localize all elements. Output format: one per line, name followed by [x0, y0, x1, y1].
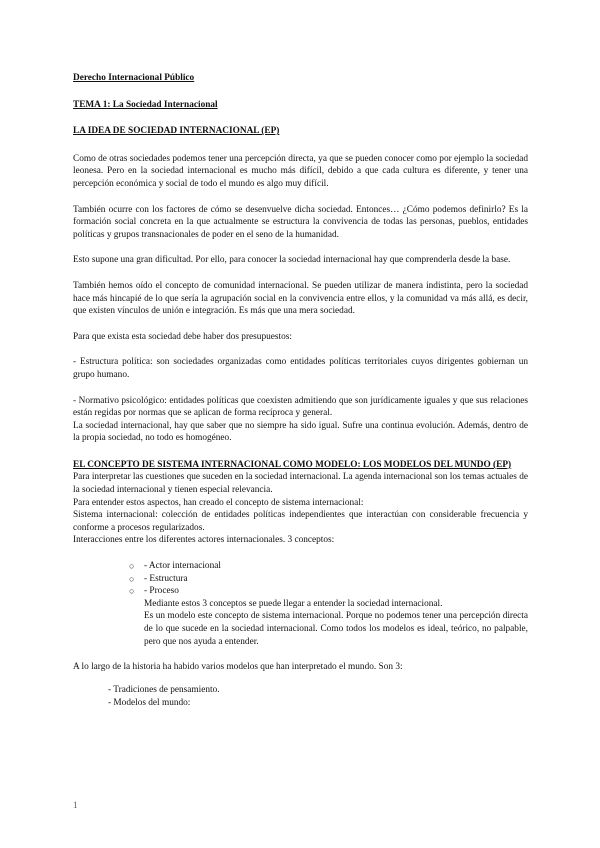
list-item: ○ - Estructura	[129, 573, 188, 584]
tema-heading: TEMA 1: La Sociedad Internacional	[73, 99, 218, 110]
paragraph: La sociedad internacional, hay que saber que no siempre ha sido igual. Sufre una continua evolución. Además, dentro de la propia sociedad, no todo es homogéneo.	[73, 420, 528, 444]
page-number: 1	[73, 800, 78, 810]
section-heading-sistema: EL CONCEPTO DE SISTEMA INTERNACIONAL COMO MODELO: LOS MODELOS DEL MUNDO (EP)	[73, 459, 512, 470]
circle-bullet-icon: ○	[129, 586, 135, 597]
paragraph: Para interpretar las cuestiones que suceden en la sociedad internacional. La agenda internacional son los temas actuales de la sociedad internacional y tienen especial relevancia.	[73, 472, 528, 496]
circle-bullet-icon: ○	[129, 573, 135, 584]
list-item: ○ - Actor internacional	[129, 561, 221, 572]
paragraph: Para entender estos aspectos, han creado el concepto de sistema internacional:	[73, 497, 364, 508]
concepts-list	[73, 560, 528, 598]
paragraph: También ocurre con los factores de cómo se desenvuelve dicha sociedad. Entonces… ¿Cómo podemos definirlo? Es la formación social concreta en la que actualmente se estructura la convivencia de todas las personas, pueblos, entidades políticas y grupos transnacionales de poder en el seno de la humanidad.	[73, 204, 528, 240]
document-title: Derecho Internacional Público	[73, 73, 195, 83]
section-heading-sociedad: LA IDEA DE SOCIEDAD INTERNACIONAL (EP)	[73, 126, 280, 137]
paragraph: Sistema internacional: colección de entidades políticas independientes que interactúan con considerable frecuencia y conforme a procesos regularizados.	[73, 510, 528, 533]
paragraph: Para que exista esta sociedad debe haber dos presupuestos:	[73, 331, 292, 342]
models-list	[73, 684, 528, 710]
paragraph: Interacciones entre los diferentes actores internacionales. 3 conceptos:	[73, 535, 335, 546]
concepts-note: Mediante estos 3 conceptos se puede llegar a entender la sociedad internacional.	[144, 598, 443, 609]
paragraph: Esto supone una gran dificultad. Por ello, para conocer la sociedad internacional hay que comprenderla desde la base.	[73, 255, 511, 266]
document-body	[73, 72, 528, 710]
presupuesto-item: - Normativo psicológico: entidades políticas que coexisten admitiendo que son jurídicamente iguales y que sus relaciones están regidas por normas que se aplican de forma recíproca y general.	[73, 395, 528, 419]
paragraph: Como de otras sociedades podemos tener una percepción directa, ya que se pueden conocer como por ejemplo la sociedad leonesa. Pero en la sociedad internacional es mucho más difícil, debido a que cada cultura es diferente, y tener una percepción económica y social de todo el mundo es algo muy difícil.	[73, 153, 528, 189]
circle-bullet-icon: ○	[129, 561, 135, 572]
list-item: - Tradiciones de pensamiento.	[108, 684, 220, 695]
concepts-note: Es un modelo este concepto de sistema internacional. Porque no podemos tener una percepción directa de lo que sucede en la sociedad internacional. Como todos los modelos es ideal, teórico, no palpable, pero que nos ayuda a entender.	[144, 611, 528, 647]
paragraph: A lo largo de la historia ha habido varios modelos que han interpretado el mundo. Son 3:	[73, 662, 403, 673]
paragraph: También hemos oído el concepto de comunidad internacional. Se pueden utilizar de manera indistinta, pero la sociedad hace más hincapié de lo que sería la agrupación social en la convivencia entre ellos, y la comunidad va más allá, es decir, que existen vínculos de unión e integración. Es más que una mera sociedad.	[73, 280, 528, 317]
list-item: ○ - Proceso	[129, 586, 179, 597]
presupuesto-item: - Estructura política: son sociedades organizadas como entidades políticas territoriales cuyos dirigentes gobiernan un grupo humano.	[73, 357, 528, 380]
list-item: - Modelos del mundo:	[108, 697, 191, 708]
